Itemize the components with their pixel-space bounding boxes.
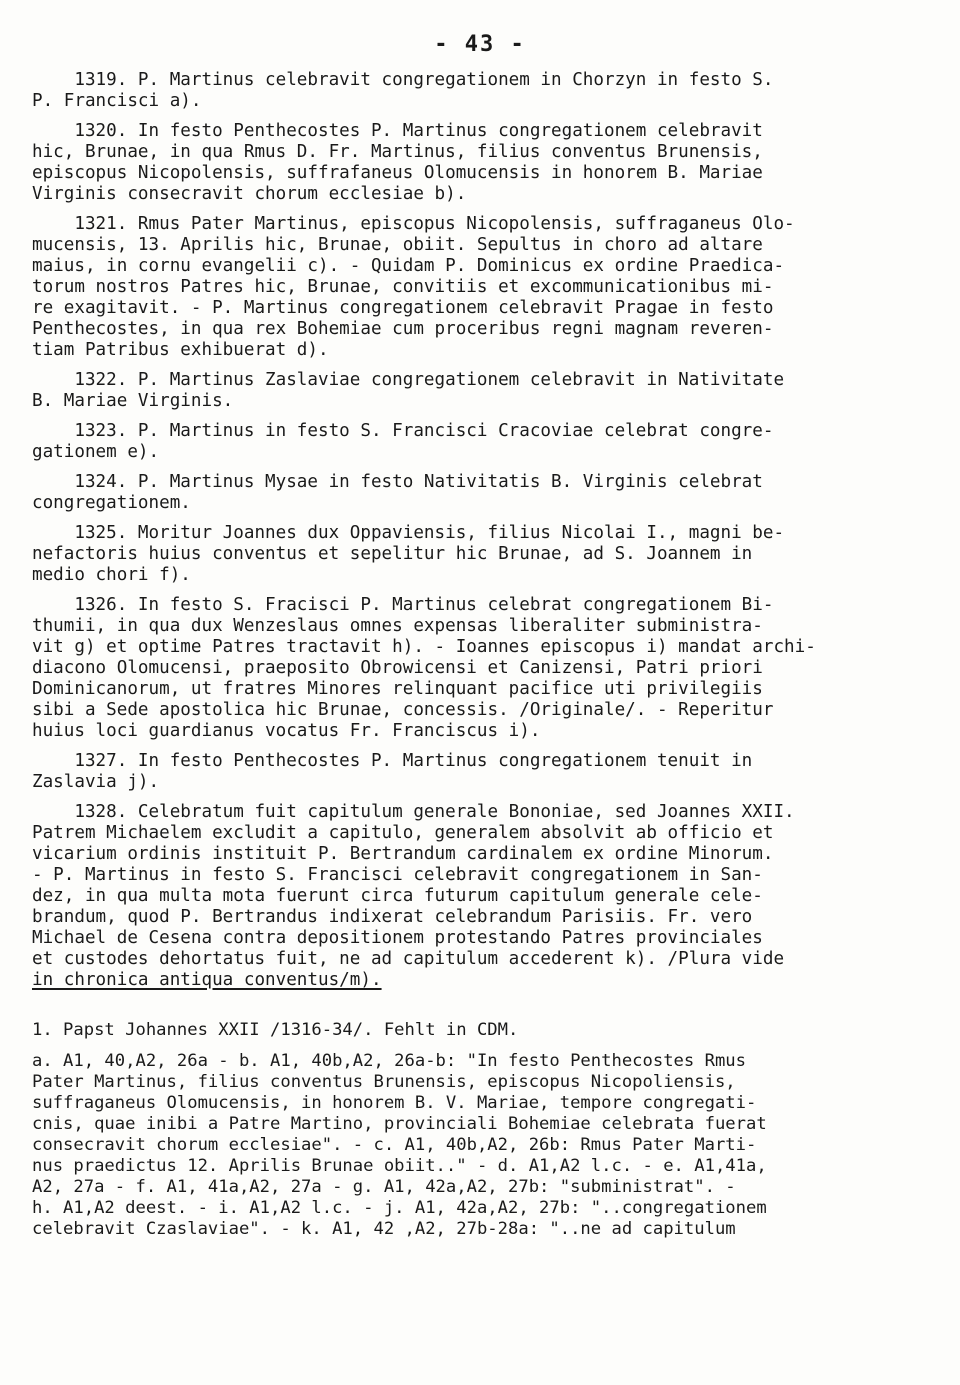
entry-1324 [32, 472, 937, 514]
variant-note-line: Pater Martinus, filius conventus Brunensis, episcopus Nicopoliensis, [32, 1072, 736, 1092]
footnote-1: 1. Papst Johannes XXII /1316-34/. Fehlt in CDM. [32, 1020, 519, 1040]
variant-note-line: celebravit Czaslaviae". - k. A1, 42 ,A2, 27b-28a: "..ne ad capitulum [32, 1219, 736, 1239]
text-line: episcopus Nicopolensis, suffrafaneus Olomucensis in honorem B. Mariae [32, 163, 763, 183]
text-line: diacono Olomucensi, praeposito Obrowicensi et Canizensi, Patri priori [32, 658, 763, 678]
text-line-underlined: in chronica antiqua conventus/m). [32, 970, 382, 990]
text-line: 1322. P. Martinus Zaslaviae congregationem celebravit in Nativitate [32, 370, 785, 390]
text-line: sibi a Sede apostolica hic Brunae, concessis. /Originale/. - Reperitur [32, 700, 774, 720]
entry-1320 [32, 121, 937, 205]
text-line: huius loci guardianus vocatus Fr. Franciscus i). [32, 721, 541, 741]
footnote-gap [32, 1041, 937, 1051]
text-line: gationem e). [32, 442, 160, 462]
text-line: 1328. Celebratum fuit capitulum generale Bononiae, sed Joannes XXII. [32, 802, 795, 822]
text-line: medio chori f). [32, 565, 191, 585]
text-line: dez, in qua multa mota fuerunt circa futurum capitulum generale cele- [32, 886, 763, 906]
text-line: maius, in cornu evangelii c). - Quidam P. Dominicus ex ordine Praedica- [32, 256, 785, 276]
entry-1327 [32, 751, 937, 793]
text-line: Virginis consecravit chorum ecclesiae b). [32, 184, 467, 204]
text-line: P. Francisci a). [32, 91, 202, 111]
text-line: thumii, in qua dux Wenzeslaus omnes expensas liberaliter subministra- [32, 616, 763, 636]
text-line: et custodes dehortatus fuit, ne ad capitulum accederent k). /Plura vide [32, 949, 785, 969]
entry-1328 [32, 802, 937, 991]
variant-note-line: nus praedictus 12. Aprilis Brunae obiit.." - d. A1,A2 l.c. - e. A1,41a, [32, 1156, 767, 1176]
text-line: B. Mariae Virginis. [32, 391, 234, 411]
text-line: 1326. In festo S. Fracisci P. Martinus celebrat congregationem Bi- [32, 595, 774, 615]
text-line: tiam Patribus exhibuerat d). [32, 340, 329, 360]
text-line: re exagitavit. - P. Martinus congregationem celebravit Pragae in festo [32, 298, 774, 318]
variant-note-line: h. A1,A2 deest. - i. A1,A2 l.c. - j. A1, 42a,A2, 27b: "..congregationem [32, 1198, 767, 1218]
text-line: 1325. Moritur Joannes dux Oppaviensis, filius Nicolai I., magni be- [32, 523, 785, 543]
entry-1319 [32, 70, 937, 112]
chronicle-body [32, 70, 937, 1000]
text-line: hic, Brunae, in qua Rmus D. Fr. Martinus, filius conventus Brunensis, [32, 142, 763, 162]
variant-note-line: consecravit chorum ecclesiae". - c. A1, 40b,A2, 26b: Rmus Pater Marti- [32, 1135, 757, 1155]
text-line: 1327. In festo Penthecostes P. Martinus congregationem tenuit in [32, 751, 753, 771]
variant-note-line: cnis, quae inibi a Patre Martino, provinciali Bohemiae celebrata fuerat [32, 1114, 767, 1134]
page-number: - 43 - [434, 32, 526, 57]
text-line: brandum, quod P. Bertrandus indixerat celebrandum Parisiis. Fr. vero [32, 907, 753, 927]
text-line: Patrem Michaelem excludit a capitulo, generalem absolvit ab officio et [32, 823, 774, 843]
text-line: Penthecostes, in qua rex Bohemiae cum proceribus regni magnam reveren- [32, 319, 774, 339]
text-line: nefactoris huius conventus et sepelitur hic Brunae, ad S. Joannem in [32, 544, 753, 564]
entry-1323 [32, 421, 937, 463]
text-line: vicarium ordinis instituit P. Bertrandum cardinalem ex ordine Minorum. [32, 844, 774, 864]
entry-1326 [32, 595, 937, 742]
text-line: Zaslavia j). [32, 772, 160, 792]
text-line: 1320. In festo Penthecostes P. Martinus congregationem celebravit [32, 121, 763, 141]
entry-1322 [32, 370, 937, 412]
text-line: mucensis, 13. Aprilis hic, Brunae, obiit. Sepultus in choro ad altare [32, 235, 763, 255]
footnotes [32, 1020, 937, 1240]
text-line: 1319. P. Martinus celebravit congregationem in Chorzyn in festo S. [32, 70, 774, 90]
text-line: 1323. P. Martinus in festo S. Francisci Cracoviae celebrat congre- [32, 421, 774, 441]
text-line: - P. Martinus in festo S. Francisci celebravit congregationem in San- [32, 865, 763, 885]
text-line: 1321. Rmus Pater Martinus, episcopus Nicopolensis, suffraganeus Olo- [32, 214, 795, 234]
text-line: 1324. P. Martinus Mysae in festo Nativitatis B. Virginis celebrat [32, 472, 763, 492]
text-line: torum nostros Patres hic, Brunae, convitiis et excommunicationibus mi- [32, 277, 774, 297]
text-line: Michael de Cesena contra depositionem protestando Patres provinciales [32, 928, 763, 948]
variant-note-line: a. A1, 40,A2, 26a - b. A1, 40b,A2, 26a-b: "In festo Penthecostes Rmus [32, 1051, 746, 1071]
text-line: Dominicanorum, ut fratres Minores relinquant pacifice uti privilegiis [32, 679, 763, 699]
variant-note-line: suffraganeus Olomucensis, in honorem B. V. Mariae, tempore congregati- [32, 1093, 757, 1113]
text-line: congregationem. [32, 493, 191, 513]
variant-note-line: A2, 27a - f. A1, 41a,A2, 27a - g. A1, 42a,A2, 27b: "subministrat". - [32, 1177, 736, 1197]
text-line: vit g) et optime Patres tractavit h). - Ioannes episcopus i) mandat archi- [32, 637, 816, 657]
entry-1325 [32, 523, 937, 586]
entry-1321 [32, 214, 937, 361]
